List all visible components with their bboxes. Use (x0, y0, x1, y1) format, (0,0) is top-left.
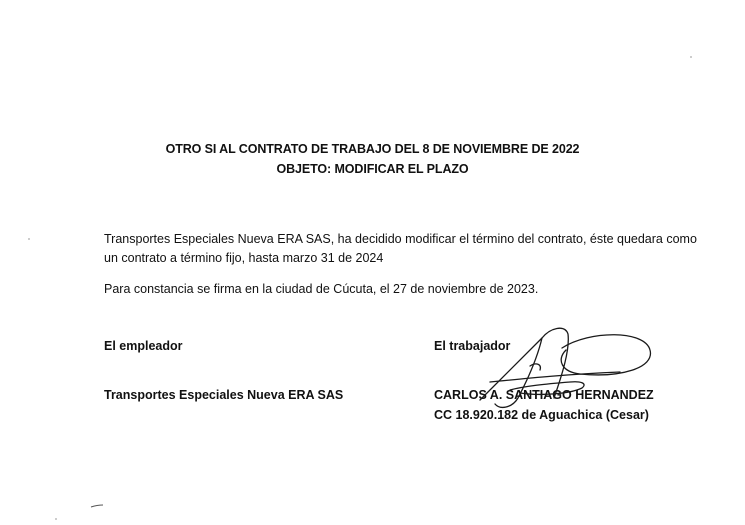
handwritten-signature (470, 320, 655, 412)
scan-dot (690, 56, 692, 58)
employer-name: Transportes Especiales Nueva ERA SAS (104, 388, 344, 402)
worker-id: CC 18.920.182 de Aguachica (Cesar) (434, 408, 649, 422)
scan-speck (90, 504, 104, 508)
scan-dot (55, 518, 57, 520)
worker-name: CARLOS A. SANTIAGO HERNANDEZ (434, 388, 654, 402)
body-paragraph-contract-term: Transportes Especiales Nueva ERA SAS, ha decidido modificar el término del contrato, éste quedara como un contrato a término fijo, hasta marzo 31 de 2024 (104, 232, 697, 265)
document-subject: OBJETO: MODIFICAR EL PLAZO (276, 162, 469, 176)
scan-dot (28, 238, 30, 240)
body-paragraph-signing-place-date: Para constancia se firma en la ciudad de Cúcuta, el 27 de noviembre de 2023. (104, 282, 539, 296)
worker-label: El trabajador (434, 339, 511, 353)
document-title: OTRO SI AL CONTRATO DE TRABAJO DEL 8 DE NOVIEMBRE DE 2022 (165, 142, 580, 156)
employer-label: El empleador (104, 339, 183, 353)
